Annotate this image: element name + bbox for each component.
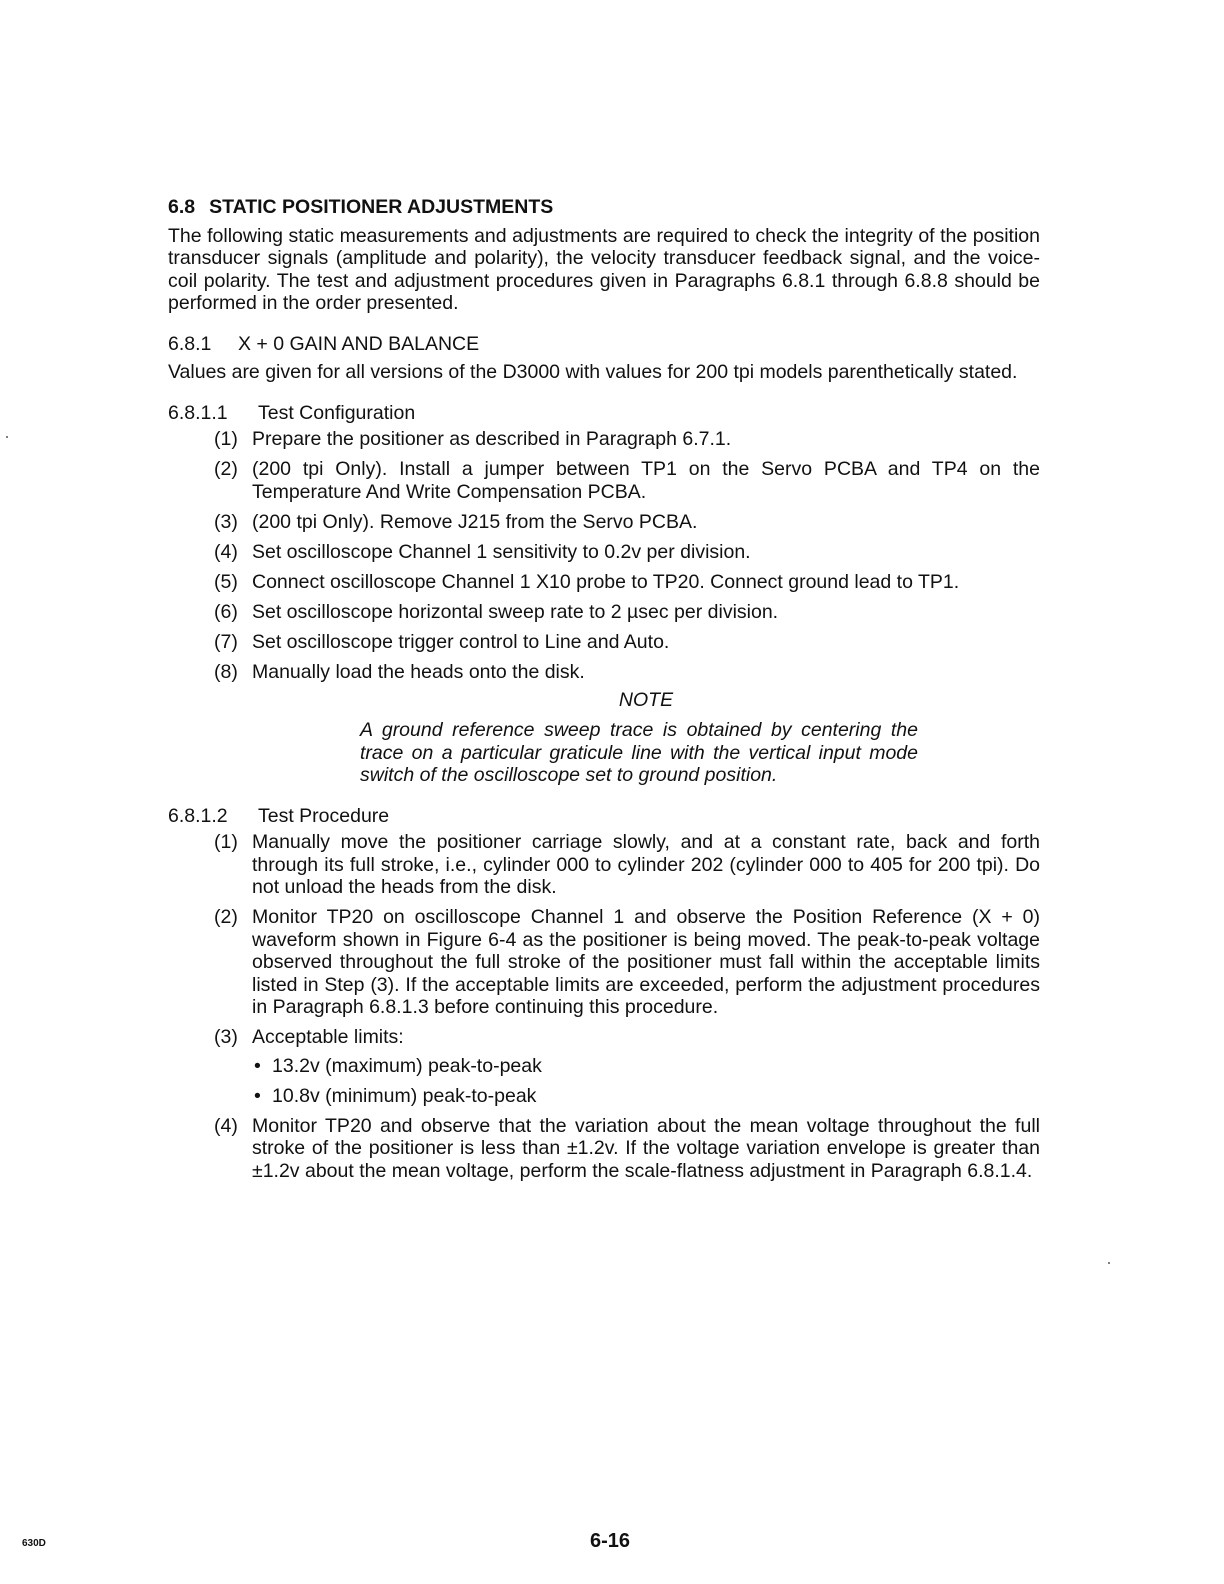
subsection-intro: Values are given for all versions of the D3000 with values for 200 tpi models parenthetically stated.: [168, 361, 1018, 383]
limit-item: [252, 1055, 1040, 1078]
procedure-step: [214, 831, 1040, 899]
step-text: Manually move the positioner carriage slowly, and at a constant rate, back and forth through its full stroke, i.e., cylinder 000 to cylinder 202 (cylinder 000 to 405 for 200 tpi). Do not unload the heads from the disk.: [252, 831, 1040, 898]
step-text: Connect oscilloscope Channel 1 X10 probe to TP20. Connect ground lead to TP1.: [252, 570, 960, 593]
config-step: [214, 601, 1040, 624]
step-marker: (1): [214, 428, 238, 450]
step-marker: (6): [214, 600, 238, 623]
procedure-steps: [168, 831, 1040, 1182]
procedure-step: [214, 906, 1040, 1019]
note-block: [168, 689, 1040, 787]
step-marker: (2): [214, 458, 238, 480]
config-number: 6.8.1.1: [168, 401, 228, 424]
section-title: STATIC POSITIONER ADJUSTMENTS: [209, 196, 554, 218]
limits-list: [252, 1055, 1040, 1108]
bullet-icon: •: [254, 1084, 261, 1107]
config-step: [214, 661, 1040, 684]
config-title: Test Configuration: [258, 401, 416, 424]
page-number: 6-16: [589, 1530, 631, 1552]
config-step: [214, 631, 1040, 654]
procedure-step: [214, 1115, 1040, 1183]
step-text: Set oscilloscope horizontal sweep rate to 2 µsec per division.: [252, 600, 779, 623]
bullet-icon: •: [254, 1054, 261, 1077]
step-marker: (5): [214, 570, 238, 593]
subsection-number: 6.8.1: [168, 332, 212, 355]
step-marker: (4): [214, 540, 238, 563]
subsection-title: X + 0 GAIN AND BALANCE: [238, 332, 480, 355]
step-text: Acceptable limits:: [252, 1026, 404, 1048]
step-text: Set oscilloscope trigger control to Line and Auto.: [252, 630, 670, 653]
subsection-heading: [168, 333, 1040, 356]
procedure-title: Test Procedure: [258, 804, 390, 827]
scan-speck: [1108, 1262, 1110, 1264]
step-marker: (7): [214, 630, 238, 653]
step-marker: (8): [214, 660, 238, 683]
section-intro: The following static measurements and adjustments are required to check the integrity of the position transducer signals (amplitude and polarity), the velocity transducer feedback signal, and the voice-coil polarity. The test and adjustment procedures given in Paragraphs 6.8.1 through 6.8.8 should be performed in the order presented.: [168, 224, 1040, 314]
config-heading: [168, 402, 1040, 425]
step-text: Set oscilloscope Channel 1 sensitivity to 0.2v per division.: [252, 540, 751, 563]
step-marker: (1): [214, 831, 238, 853]
step-text: (200 tpi Only). Remove J215 from the Servo PCBA.: [252, 510, 698, 533]
step-text: Manually load the heads onto the disk.: [252, 660, 585, 683]
section-number: 6.8: [168, 196, 196, 218]
scan-speck: [6, 436, 8, 438]
config-step: [214, 458, 1040, 503]
step-text: Prepare the positioner as described in Paragraph 6.7.1.: [252, 428, 732, 450]
config-step: [214, 541, 1040, 564]
step-marker: (3): [214, 510, 238, 533]
step-text: (200 tpi Only). Install a jumper between TP1 on the Servo PCBA and TP4 on the Temperature And Write Compensation PCBA.: [252, 458, 1040, 503]
limit-text: 10.8v (minimum) peak-to-peak: [272, 1084, 537, 1107]
step-marker: (4): [214, 1114, 238, 1137]
document-page: [168, 196, 1040, 1190]
step-marker: (3): [214, 1026, 238, 1048]
step-text: Monitor TP20 and observe that the variation about the mean voltage throughout the full stroke of the positioner is less than ±1.2v. If the voltage variation envelope is greater than ±1.2v about the mean voltage, perform the scale-flatness adjustment in Paragraph 6.8.1.4.: [252, 1114, 1040, 1182]
config-step: [214, 428, 1040, 451]
note-title: NOTE: [618, 688, 674, 711]
step-marker: (2): [214, 906, 238, 928]
procedure-step: [214, 1026, 1040, 1107]
note-text: A ground reference sweep trace is obtained by centering the trace on a particular graticule line with the vertical input mode switch of the oscilloscope set to ground position.: [360, 719, 918, 786]
procedure-number: 6.8.1.2: [168, 804, 228, 827]
procedure-heading: [168, 805, 1040, 828]
config-steps: [168, 428, 1040, 683]
limit-item: [252, 1085, 1040, 1108]
document-code: 630D: [22, 1538, 46, 1549]
section-heading: [168, 196, 1040, 219]
config-step: [214, 511, 1040, 534]
config-step: [214, 571, 1040, 594]
limit-text: 13.2v (maximum) peak-to-peak: [272, 1054, 542, 1077]
step-text: Monitor TP20 on oscilloscope Channel 1 and observe the Position Reference (X + 0) waveform shown in Figure 6-4 as the positioner is being moved. The peak-to-peak voltage observed throughout the full stroke of the positioner must fall within the acceptable limits listed in Step (3). If the acceptable limits are exceeded, perform the adjustment procedures in Paragraph 6.8.1.3 before continuing this procedure.: [252, 906, 1040, 1018]
